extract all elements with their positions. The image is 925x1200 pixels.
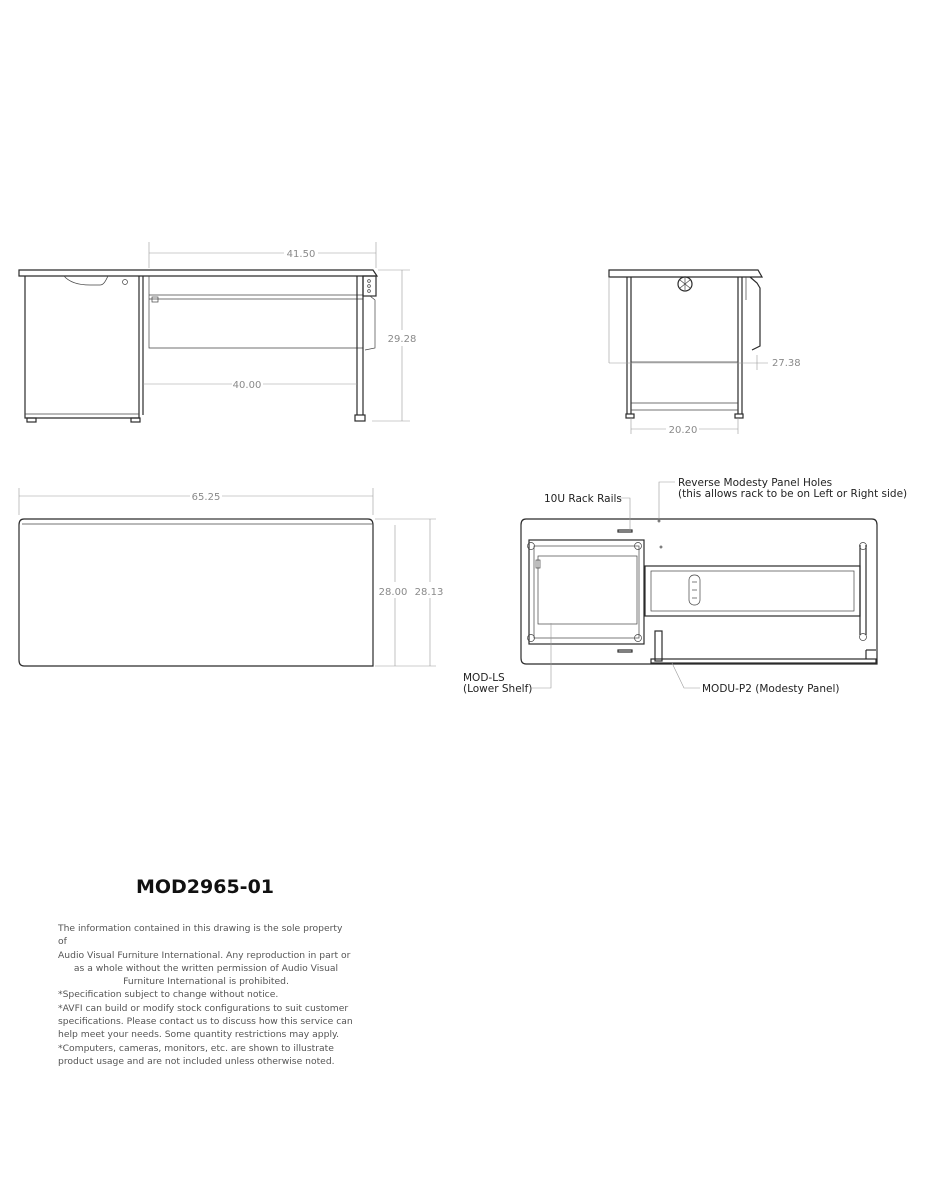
dim-front-height: 29.28 xyxy=(387,334,417,345)
note-line: *Computers, cameras, monitors, etc. are shown to illustrate xyxy=(58,1042,334,1054)
callout-lower-shelf-note: (Lower Shelf) xyxy=(463,683,533,695)
dim-top-width: 65.25 xyxy=(191,492,221,503)
callout-lower-shelf: MOD-LS xyxy=(463,672,505,684)
note-line: product usage and are not included unless otherwise noted. xyxy=(58,1055,335,1067)
front-view xyxy=(19,242,416,422)
legal-notes xyxy=(58,922,354,1068)
note-line: as a whole without the written permission of Audio Visual xyxy=(73,962,339,974)
callout-reverse-holes: Reverse Modesty Panel Holes xyxy=(678,477,833,489)
note-line: specifications. Please contact us to discuss how this service can xyxy=(58,1016,353,1028)
underside-view xyxy=(463,477,907,695)
dim-top-depth-outer: 28.13 xyxy=(414,587,444,598)
note-line: help meet your needs. Some quantity restrictions may apply. xyxy=(58,1029,340,1041)
callout-modesty-panel: MODU-P2 (Modesty Panel) xyxy=(702,683,840,695)
callout-rack-rails: 10U Rack Rails xyxy=(544,493,622,505)
dim-side-inner: 20.20 xyxy=(668,425,698,436)
dim-top-depth-inner: 28.00 xyxy=(378,587,408,598)
note-line: *Specification subject to change without notice. xyxy=(58,989,279,1001)
drawing-title: MOD2965-01 xyxy=(135,876,275,898)
note-line: The information contained in this drawing is the sole property of xyxy=(58,923,343,948)
dim-side-depth: 27.38 xyxy=(772,358,801,369)
note-line: Furniture International is prohibited. xyxy=(123,976,289,988)
top-view xyxy=(19,488,443,666)
note-line: Audio Visual Furniture International. Any reproduction in part or xyxy=(58,949,351,961)
note-line: *AVFI can build or modify stock configurations to suit customer xyxy=(58,1002,349,1014)
side-view xyxy=(609,270,801,436)
dim-front-leg-span: 40.00 xyxy=(232,380,262,391)
dim-front-span: 41.50 xyxy=(286,249,316,260)
callout-reverse-holes-note: (this allows rack to be on Left or Right side) xyxy=(678,488,908,500)
